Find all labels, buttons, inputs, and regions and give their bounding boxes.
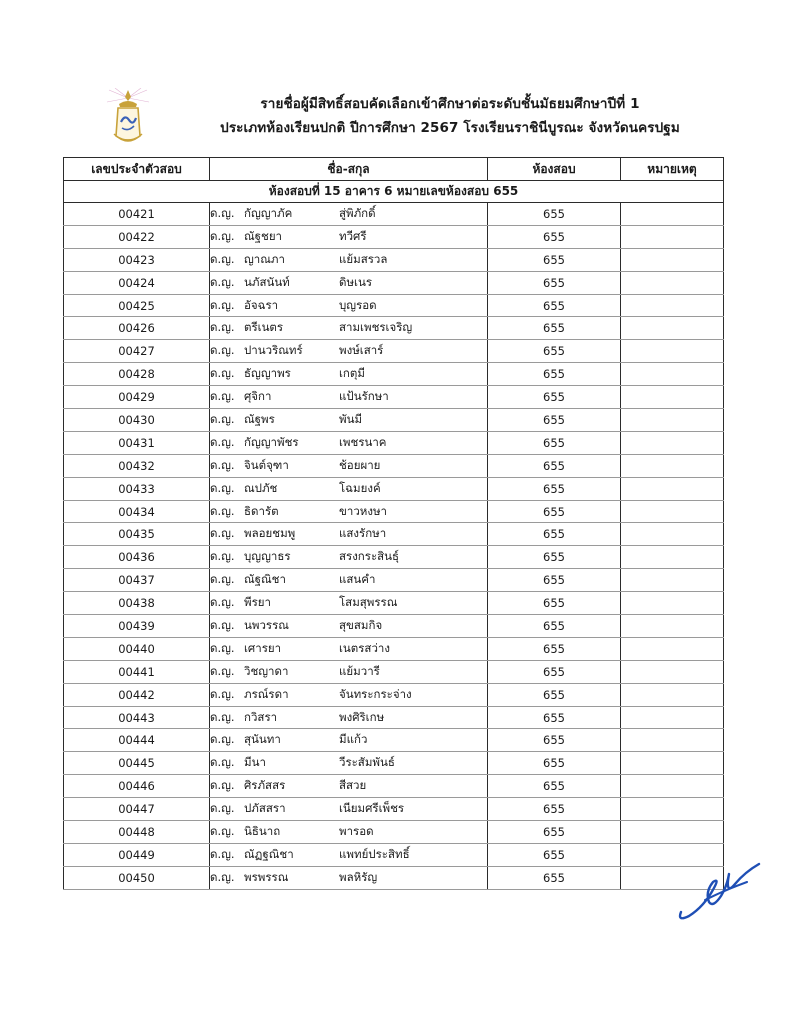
room-cell: 655	[488, 431, 621, 454]
name-cell	[210, 317, 488, 340]
name-cell	[210, 225, 488, 248]
room-heading: ห้องสอบที่ 15 อาคาร 6 หมายเลขห้องสอบ 655	[64, 181, 724, 203]
last-name: แย้มสรวล	[339, 251, 388, 266]
exam-id-cell: 00442	[64, 683, 210, 706]
last-name: แย้มวารี	[339, 663, 380, 678]
last-name: สีสวย	[339, 778, 367, 793]
name-prefix: ด.ญ.	[210, 869, 235, 884]
column-header-room: ห้องสอบ	[488, 158, 621, 181]
room-cell: 655	[488, 660, 621, 683]
table-row	[64, 294, 724, 317]
name-cell	[210, 477, 488, 500]
last-name: พารอด	[339, 823, 374, 838]
exam-id-cell: 00431	[64, 431, 210, 454]
room-cell: 655	[488, 615, 621, 638]
name-prefix: ด.ญ.	[210, 686, 235, 701]
last-name: สุขสมกิจ	[339, 617, 383, 632]
first-name: สุนันทา	[244, 732, 281, 747]
last-name: วีระสัมพันธ์	[339, 755, 395, 770]
name-prefix: ด.ญ.	[210, 595, 235, 610]
school-emblem-icon	[105, 88, 151, 150]
table-row	[64, 317, 724, 340]
exam-id-cell: 00450	[64, 866, 210, 889]
exam-id-cell: 00438	[64, 592, 210, 615]
first-name: ภรณ์รดา	[244, 686, 289, 701]
room-cell: 655	[488, 500, 621, 523]
first-name: ณัฐณิชา	[244, 572, 286, 587]
last-name: เนตรสว่าง	[339, 640, 390, 655]
table-row	[64, 683, 724, 706]
room-cell: 655	[488, 569, 621, 592]
name-prefix: ด.ญ.	[210, 572, 235, 587]
exam-id-cell: 00423	[64, 248, 210, 271]
room-cell: 655	[488, 386, 621, 409]
room-cell: 655	[488, 546, 621, 569]
first-name: ปภัสสรา	[244, 801, 286, 816]
table-row	[64, 729, 724, 752]
last-name: ดิษเนร	[339, 274, 373, 289]
name-cell	[210, 637, 488, 660]
name-cell	[210, 683, 488, 706]
room-cell: 655	[488, 523, 621, 546]
name-prefix: ด.ญ.	[210, 755, 235, 770]
first-name: ธิดารัต	[244, 503, 279, 518]
remark-cell	[621, 431, 724, 454]
exam-id-cell: 00434	[64, 500, 210, 523]
room-cell: 655	[488, 821, 621, 844]
exam-id-cell: 00448	[64, 821, 210, 844]
first-name: เศารยา	[244, 640, 282, 655]
table-row	[64, 752, 724, 775]
name-prefix: ด.ญ.	[210, 434, 235, 449]
exam-id-cell: 00440	[64, 637, 210, 660]
name-prefix: ด.ญ.	[210, 549, 235, 564]
last-name: แสนคำ	[339, 572, 376, 587]
exam-id-cell: 00436	[64, 546, 210, 569]
first-name: จินต์จุฑา	[244, 457, 289, 472]
name-prefix: ด.ญ.	[210, 389, 235, 404]
name-cell	[210, 615, 488, 638]
name-cell	[210, 431, 488, 454]
name-cell	[210, 271, 488, 294]
last-name: พลหิรัญ	[339, 869, 378, 884]
first-name: ปานวริณทร์	[244, 343, 303, 358]
name-prefix: ด.ญ.	[210, 732, 235, 747]
name-prefix: ด.ญ.	[210, 343, 235, 358]
room-cell: 655	[488, 683, 621, 706]
table-row	[64, 706, 724, 729]
first-name: ณัฐชยา	[244, 228, 283, 243]
exam-id-cell: 00446	[64, 775, 210, 798]
exam-id-cell: 00425	[64, 294, 210, 317]
table-row	[64, 821, 724, 844]
exam-id-cell: 00424	[64, 271, 210, 294]
exam-id-cell: 00426	[64, 317, 210, 340]
exam-id-cell: 00437	[64, 569, 210, 592]
exam-id-cell: 00447	[64, 798, 210, 821]
remark-cell	[621, 775, 724, 798]
last-name: เกตุมี	[339, 366, 365, 381]
name-cell	[210, 843, 488, 866]
first-name: วิชญาดา	[244, 663, 289, 678]
last-name: พันมี	[339, 411, 363, 426]
first-name: ณัฐพร	[244, 411, 275, 426]
first-name: ณัฏฐณิชา	[244, 846, 294, 861]
remark-cell	[621, 340, 724, 363]
first-name: นพวรรณ	[244, 617, 289, 632]
room-cell: 655	[488, 775, 621, 798]
remark-cell	[621, 386, 724, 409]
remark-cell	[621, 477, 724, 500]
first-name: ตรีเนตร	[244, 320, 284, 335]
candidate-table	[63, 157, 724, 890]
name-prefix: ด.ญ.	[210, 663, 235, 678]
first-name: พีรยา	[244, 595, 271, 610]
first-name: กัญญาภัค	[244, 205, 293, 220]
document-subtitle: ประเภทห้องเรียนปกติ ปีการศึกษา 2567 โรงเรียนราชินีบูรณะ จังหวัดนครปฐม	[220, 120, 680, 136]
table-row	[64, 409, 724, 432]
table-row	[64, 386, 724, 409]
name-prefix: ด.ญ.	[210, 801, 235, 816]
table-row	[64, 431, 724, 454]
name-cell	[210, 294, 488, 317]
name-cell	[210, 340, 488, 363]
exam-id-cell: 00443	[64, 706, 210, 729]
remark-cell	[621, 454, 724, 477]
first-name: ศุจิกา	[244, 389, 272, 404]
remark-cell	[621, 409, 724, 432]
first-name: กวิสรา	[244, 709, 278, 724]
room-cell: 655	[488, 409, 621, 432]
table-row	[64, 523, 724, 546]
last-name: เพชรนาค	[339, 434, 387, 449]
table-row	[64, 203, 724, 226]
room-cell: 655	[488, 729, 621, 752]
room-cell: 655	[488, 294, 621, 317]
name-prefix: ด.ญ.	[210, 526, 235, 541]
room-cell: 655	[488, 363, 621, 386]
room-cell: 655	[488, 843, 621, 866]
remark-cell	[621, 798, 724, 821]
name-cell	[210, 363, 488, 386]
remark-cell	[621, 660, 724, 683]
name-prefix: ด.ญ.	[210, 823, 235, 838]
name-cell	[210, 729, 488, 752]
name-cell	[210, 592, 488, 615]
table-row	[64, 225, 724, 248]
room-cell: 655	[488, 477, 621, 500]
last-name: โสมสุพรรณ	[339, 595, 398, 610]
last-name: พงศิริเกษ	[339, 709, 385, 724]
name-prefix: ด.ญ.	[210, 228, 235, 243]
column-header-remark: หมายเหตุ	[621, 158, 724, 181]
table-row	[64, 454, 724, 477]
name-cell	[210, 386, 488, 409]
room-cell: 655	[488, 271, 621, 294]
name-cell	[210, 523, 488, 546]
room-cell: 655	[488, 866, 621, 889]
exam-id-cell: 00439	[64, 615, 210, 638]
last-name: พงษ์เสาร์	[339, 343, 384, 358]
name-cell	[210, 546, 488, 569]
last-name: สามเพชรเจริญ	[339, 320, 413, 335]
last-name: ช้อยผาย	[339, 457, 381, 472]
first-name: ศิรภัสสร	[244, 778, 286, 793]
first-name: กัญญาพัชร	[244, 434, 299, 449]
name-prefix: ด.ญ.	[210, 320, 235, 335]
exam-id-cell: 00435	[64, 523, 210, 546]
exam-id-cell: 00428	[64, 363, 210, 386]
table-row	[64, 477, 724, 500]
remark-cell	[621, 683, 724, 706]
remark-cell	[621, 592, 724, 615]
table-row	[64, 866, 724, 889]
table-row	[64, 660, 724, 683]
table-row	[64, 546, 724, 569]
remark-cell	[621, 821, 724, 844]
remark-cell	[621, 317, 724, 340]
signature-mark	[675, 856, 765, 926]
first-name: นิธินาถ	[244, 823, 281, 838]
last-name: ขาวหงษา	[339, 503, 388, 518]
table-row	[64, 248, 724, 271]
room-cell: 655	[488, 248, 621, 271]
document-title: รายชื่อผู้มีสิทธิ์สอบคัดเลือกเข้าศึกษาต่อระดับชั้นมัธยมศึกษาปีที่ 1	[260, 96, 640, 112]
name-prefix: ด.ญ.	[210, 366, 235, 381]
first-name: นภัสนันท์	[244, 274, 290, 289]
name-prefix: ด.ญ.	[210, 457, 235, 472]
first-name: อัจฉรา	[244, 297, 279, 312]
name-prefix: ด.ญ.	[210, 709, 235, 724]
exam-id-cell: 00433	[64, 477, 210, 500]
name-prefix: ด.ญ.	[210, 617, 235, 632]
remark-cell	[621, 615, 724, 638]
remark-cell	[621, 729, 724, 752]
name-cell	[210, 203, 488, 226]
name-cell	[210, 752, 488, 775]
remark-cell	[621, 248, 724, 271]
exam-id-cell: 00430	[64, 409, 210, 432]
name-prefix: ด.ญ.	[210, 640, 235, 655]
name-prefix: ด.ญ.	[210, 846, 235, 861]
first-name: ญาณภา	[244, 251, 285, 266]
remark-cell	[621, 271, 724, 294]
table-row	[64, 500, 724, 523]
room-cell: 655	[488, 706, 621, 729]
exam-id-cell: 00429	[64, 386, 210, 409]
remark-cell	[621, 637, 724, 660]
name-prefix: ด.ญ.	[210, 411, 235, 426]
room-cell: 655	[488, 454, 621, 477]
remark-cell	[621, 294, 724, 317]
table-row	[64, 615, 724, 638]
name-cell	[210, 409, 488, 432]
exam-id-cell: 00445	[64, 752, 210, 775]
room-cell: 655	[488, 637, 621, 660]
room-cell: 655	[488, 798, 621, 821]
last-name: จันทระกระจ่าง	[339, 686, 412, 701]
last-name: เนียมศรีเพ็ชร	[339, 801, 405, 816]
name-prefix: ด.ญ.	[210, 297, 235, 312]
name-prefix: ด.ญ.	[210, 251, 235, 266]
last-name: โฉมยงค์	[339, 480, 381, 495]
name-prefix: ด.ญ.	[210, 480, 235, 495]
table-row	[64, 569, 724, 592]
name-prefix: ด.ญ.	[210, 274, 235, 289]
last-name: บุญรอด	[339, 297, 377, 312]
remark-cell	[621, 569, 724, 592]
name-cell	[210, 660, 488, 683]
name-cell	[210, 454, 488, 477]
table-row	[64, 363, 724, 386]
exam-id-cell: 00422	[64, 225, 210, 248]
remark-cell	[621, 363, 724, 386]
table-row	[64, 843, 724, 866]
table-row	[64, 271, 724, 294]
remark-cell	[621, 225, 724, 248]
last-name: สู่พิภักดิ์	[339, 205, 376, 220]
last-name: ทวีศรี	[339, 228, 367, 243]
name-prefix: ด.ญ.	[210, 503, 235, 518]
remark-cell	[621, 523, 724, 546]
name-cell	[210, 866, 488, 889]
room-cell: 655	[488, 340, 621, 363]
table-row	[64, 592, 724, 615]
room-cell: 655	[488, 592, 621, 615]
first-name: ธัญญาพร	[244, 366, 291, 381]
room-cell: 655	[488, 752, 621, 775]
name-cell	[210, 569, 488, 592]
name-cell	[210, 500, 488, 523]
room-cell: 655	[488, 203, 621, 226]
name-cell	[210, 775, 488, 798]
exam-id-cell: 00441	[64, 660, 210, 683]
exam-id-cell: 00432	[64, 454, 210, 477]
remark-cell	[621, 706, 724, 729]
first-name: พลอยชมพู	[244, 526, 296, 541]
name-cell	[210, 798, 488, 821]
name-cell	[210, 821, 488, 844]
exam-id-cell: 00444	[64, 729, 210, 752]
first-name: บุญญาธร	[244, 549, 291, 564]
name-cell	[210, 706, 488, 729]
name-prefix: ด.ญ.	[210, 205, 235, 220]
column-header-exam-id: เลขประจำตัวสอบ	[64, 158, 210, 181]
exam-id-cell: 00421	[64, 203, 210, 226]
last-name: แสงรักษา	[339, 526, 387, 541]
remark-cell	[621, 203, 724, 226]
last-name: สรงกระสินธุ์	[339, 549, 400, 564]
exam-id-cell: 00427	[64, 340, 210, 363]
first-name: ณปภัช	[244, 480, 278, 495]
table-row	[64, 798, 724, 821]
remark-cell	[621, 546, 724, 569]
table-row	[64, 340, 724, 363]
first-name: พรพรรณ	[244, 869, 289, 884]
room-heading-row	[64, 181, 724, 203]
table-row	[64, 637, 724, 660]
last-name: มีแก้ว	[339, 732, 368, 747]
table-row	[64, 775, 724, 798]
name-prefix: ด.ญ.	[210, 778, 235, 793]
column-header-name: ชื่อ-สกุล	[210, 158, 488, 181]
name-cell	[210, 248, 488, 271]
table-header-row	[64, 158, 724, 181]
first-name: มีนา	[244, 755, 266, 770]
remark-cell	[621, 500, 724, 523]
remark-cell	[621, 752, 724, 775]
last-name: แพทย์ประสิทธิ์	[339, 846, 410, 861]
exam-id-cell: 00449	[64, 843, 210, 866]
room-cell: 655	[488, 225, 621, 248]
room-cell: 655	[488, 317, 621, 340]
last-name: แป้นรักษา	[339, 389, 389, 404]
